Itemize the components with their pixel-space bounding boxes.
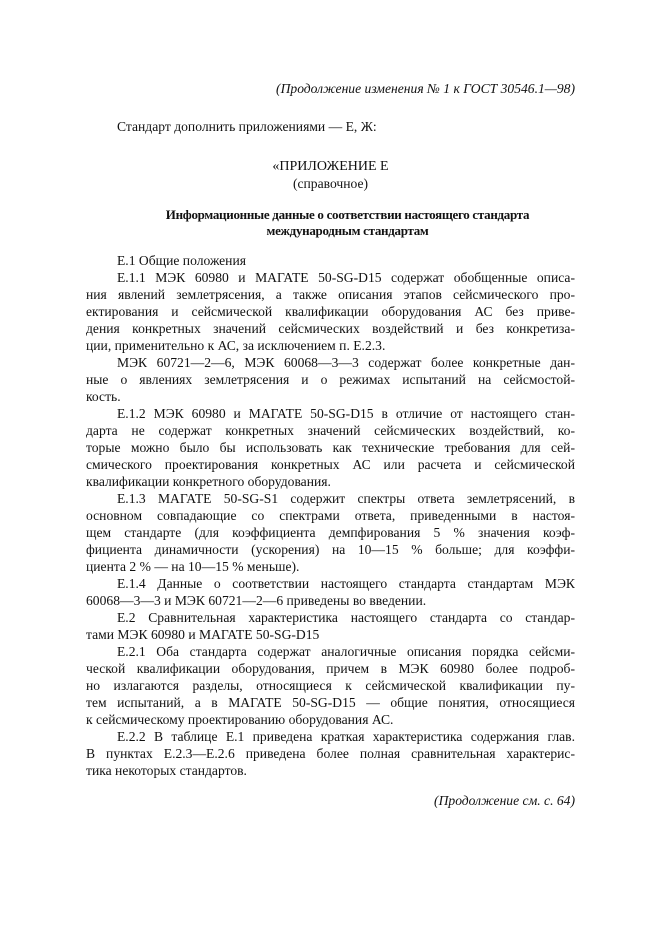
- text-line: тем испытаний, а в МАГАТЕ 50-SG-D15 — общие понятия, относящиеся: [86, 695, 575, 710]
- text-line: В пунктах Е.2.3—Е.2.6 приведена более полная сравнительная характерис-: [86, 746, 575, 761]
- continuation-footer: (Продолжение см. с. 64): [434, 793, 575, 808]
- text-line: ния явлений землетрясения, а также описания этапов сейсмического про-: [86, 287, 575, 302]
- text-line: ческой квалификации оборудования, причем в МЭК 60980 более подроб-: [86, 661, 575, 676]
- text-line: ектирования и сейсмической квалификации оборудования АС без приве-: [86, 304, 575, 319]
- text-line: но излагаются разделы, относящиеся к сейсмической квалификации пу-: [86, 678, 575, 693]
- section-e1-title: Е.1 Общие положения: [117, 253, 246, 268]
- section-e2-title-cont: тами МЭК 60980 и МАГАТЕ 50-SG-D15: [86, 627, 320, 642]
- text-line: основном совпадающие со спектрами ответа, приведенными в настоя-: [86, 508, 575, 523]
- text-line: Е.2.1 Оба стандарта содержат аналогичные описания порядка сейсми-: [117, 644, 575, 659]
- text-line: квалификации конкретного оборудования.: [86, 474, 331, 489]
- text-line: Е.2.2 В таблице Е.1 приведена краткая характеристика содержания глав.: [117, 729, 575, 744]
- text-line: ции, применительно к АС, за исключением п. Е.2.3.: [86, 338, 386, 353]
- appendix-title: «ПРИЛОЖЕНИЕ Е: [272, 159, 389, 174]
- appendix-heading-line-1: Информационные данные о соответствии настоящего стандарта: [165, 207, 530, 222]
- text-line: смического проектирования конкретных АС или расчета и сейсмической: [86, 457, 575, 472]
- continuation-header: (Продолжение изменения № 1 к ГОСТ 30546.1—98): [276, 81, 575, 96]
- text-line: фициента динамичности (ускорения) на 10—15 % больше; для коэффи-: [86, 542, 575, 557]
- text-line: дарта не содержат конкретных значений сейсмических воздействий, ко-: [86, 423, 575, 438]
- appendix-heading-line-2: международным стандартам: [266, 223, 429, 238]
- intro-line: Стандарт дополнить приложениями — Е, Ж:: [117, 119, 377, 134]
- text-line: ные о явлениях землетрясения и о режимах испытаний на сейсмостой-: [86, 372, 575, 387]
- text-line: 60068—3—3 и МЭК 60721—2—6 приведены во введении.: [86, 593, 427, 608]
- text-line: Е.1.4 Данные о соответствии настоящего стандарта стандартам МЭК: [117, 576, 575, 591]
- text-line: Е.1.3 МАГАТЕ 50-SG-S1 содержит спектры ответа землетрясений, в: [117, 491, 575, 506]
- text-line: МЭК 60721—2—6, МЭК 60068—3—3 содержат более конкретные дан-: [117, 355, 575, 370]
- text-line: тика некоторых стандартов.: [86, 763, 247, 778]
- text-line: торые можно было бы использовать как технические требования для сей-: [86, 440, 575, 455]
- text-line: циента 2 % — на 10—15 % меньше).: [86, 559, 300, 574]
- text-line: Е.1.1 МЭК 60980 и МАГАТЕ 50-SG-D15 содержат обобщенные описа-: [117, 270, 575, 285]
- text-line: дения конкретных значений сейсмических воздействий и без конкретиза-: [86, 321, 575, 336]
- section-e2-title: Е.2 Сравнительная характеристика настоящего стандарта со стандар-: [117, 610, 575, 625]
- text-line: Е.1.2 МЭК 60980 и МАГАТЕ 50-SG-D15 в отличие от настоящего стан-: [117, 406, 575, 421]
- appendix-subtitle: (справочное): [292, 176, 369, 191]
- text-line: кость.: [86, 389, 121, 404]
- text-line: к сейсмическому проектированию оборудования АС.: [86, 712, 394, 727]
- text-line: щем стандарте (для коэффициента демпфирования 5 % значения коэф-: [86, 525, 575, 540]
